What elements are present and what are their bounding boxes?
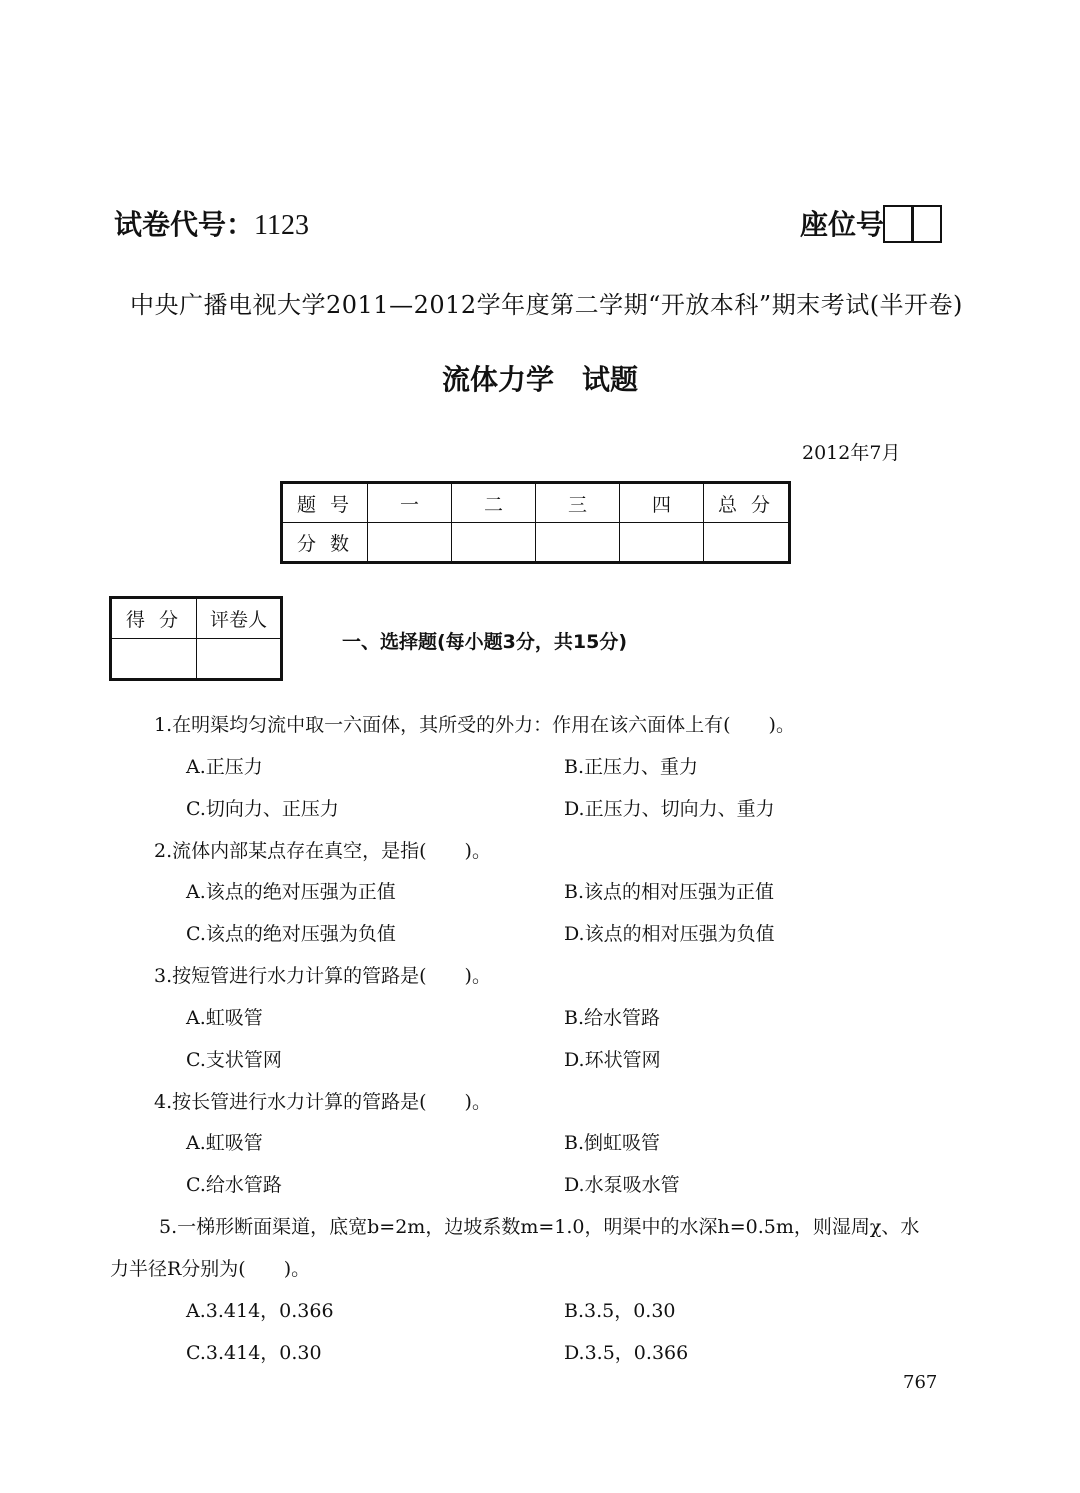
table-row bbox=[282, 523, 790, 563]
option-b: B.该点的相对压强为正值 bbox=[564, 881, 775, 903]
table-cell: 一 bbox=[368, 483, 452, 523]
score-cell[interactable] bbox=[704, 523, 790, 563]
question-stem: 4.按长管进行水力计算的管路是( )。 bbox=[154, 1091, 491, 1113]
question-stem-continued: 力半径R分别为( )。 bbox=[110, 1258, 311, 1280]
table-cell: 题号 bbox=[282, 483, 368, 523]
option-c: C.切向力、正压力 bbox=[186, 798, 339, 820]
subject-suffix: 试题 bbox=[582, 363, 639, 396]
option-a: A.虹吸管 bbox=[186, 1132, 263, 1154]
paper-code-label: 试卷代号： bbox=[114, 208, 255, 241]
option-d: D.3.5，0.366 bbox=[564, 1342, 689, 1364]
option-c: C.支状管网 bbox=[186, 1049, 282, 1071]
option-a: A.该点的绝对压强为正值 bbox=[186, 881, 396, 903]
exam-date: 2012年7月 bbox=[802, 442, 901, 464]
exam-header: 中央广播电视大学2011—2012学年度第二学期“开放本科”期末考试(半开卷) bbox=[130, 291, 963, 319]
option-b: B.倒虹吸管 bbox=[564, 1132, 661, 1154]
question-stem: 5.一梯形断面渠道，底宽b=2m，边坡系数m=1.0，明渠中的水深h=0.5m，则湿周χ、水 bbox=[159, 1216, 920, 1238]
question-stem: 1.在明渠均匀流中取一六面体，其所受的外力：作用在该六面体上有( )。 bbox=[154, 714, 795, 736]
table-cell: 分数 bbox=[282, 523, 368, 563]
score-cell[interactable] bbox=[620, 523, 704, 563]
page-title bbox=[0, 358, 1080, 398]
table-row bbox=[111, 598, 282, 639]
option-c: C.3.414，0.30 bbox=[186, 1342, 322, 1364]
option-c: C.给水管路 bbox=[186, 1174, 282, 1196]
option-b: B.3.5，0.30 bbox=[564, 1300, 676, 1322]
table-cell: 总分 bbox=[704, 483, 790, 523]
option-a: A.虹吸管 bbox=[186, 1007, 263, 1029]
table-cell: 二 bbox=[452, 483, 536, 523]
score-cell[interactable] bbox=[368, 523, 452, 563]
paper-code bbox=[114, 203, 309, 243]
question-stem: 3.按短管进行水力计算的管路是( )。 bbox=[154, 965, 491, 987]
table-cell: 得分 bbox=[111, 598, 197, 639]
table-cell: 三 bbox=[536, 483, 620, 523]
seat-box[interactable] bbox=[912, 205, 942, 243]
subject-name: 流体力学 bbox=[441, 363, 554, 396]
score-cell[interactable] bbox=[536, 523, 620, 563]
question-stem: 2.流体内部某点存在真空，是指( )。 bbox=[154, 840, 491, 862]
score-table bbox=[280, 481, 791, 564]
paper-code-value: 1123 bbox=[254, 210, 309, 241]
option-a: A.3.414，0.366 bbox=[186, 1300, 334, 1322]
table-cell: 评卷人 bbox=[197, 598, 282, 639]
option-a: A.正压力 bbox=[186, 756, 263, 778]
seat-box[interactable] bbox=[883, 205, 913, 243]
score-cell[interactable] bbox=[452, 523, 536, 563]
option-b: B.给水管路 bbox=[564, 1007, 661, 1029]
option-d: D.该点的相对压强为负值 bbox=[564, 923, 775, 945]
section-title: 一、选择题(每小题3分，共15分) bbox=[342, 631, 628, 653]
seat-number bbox=[800, 203, 942, 243]
table-row bbox=[111, 639, 282, 680]
table-cell: 四 bbox=[620, 483, 704, 523]
table-row bbox=[282, 483, 790, 523]
option-b: B.正压力、重力 bbox=[564, 756, 699, 778]
option-d: D.水泵吸水管 bbox=[564, 1174, 680, 1196]
page-number: 767 bbox=[903, 1372, 938, 1393]
option-d: D.正压力、切向力、重力 bbox=[564, 798, 775, 820]
option-c: C.该点的绝对压强为负值 bbox=[186, 923, 396, 945]
score-cell[interactable] bbox=[111, 639, 197, 680]
option-d: D.环状管网 bbox=[564, 1049, 661, 1071]
grader-cell[interactable] bbox=[197, 639, 282, 680]
grader-table bbox=[109, 596, 283, 681]
seat-label: 座位号 bbox=[800, 208, 885, 241]
